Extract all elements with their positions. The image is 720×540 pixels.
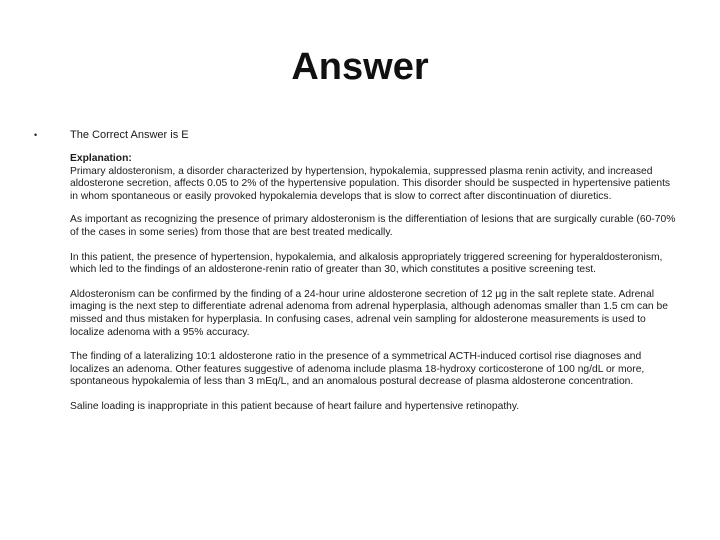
explanation-paragraph-1 [70, 153, 680, 203]
explanation-paragraph-5: The finding of a lateralizing 10:1 aldosterone ratio in the presence of a symmetrical ACTH-induced cortisol rise diagnoses and localizes an adenoma. Other features suggestive of adenoma include plasma 18-hydroxy corticosterone of 100 ng/dL or more, spontaneous hypokalemia of less than 3 mEq/L, and an anomalous postural decrease of plasma aldosterone concentration. [70, 351, 645, 388]
explanation-paragraph-2: As important as recognizing the presence of primary aldosteronism is the differentiation of lesions that are surgically curable (60-70% of the cases in some series) from those that are best treated medically. [70, 214, 676, 238]
correct-answer-text: The Correct Answer is E [70, 129, 189, 141]
explanation-paragraph-4: Aldosteronism can be confirmed by the finding of a 24-hour urine aldosterone secretion of 12 μg in the salt replete state. Adrenal imaging is the next step to differentiate adrenal adenoma from adrenal hyperplasia, although adenomas smaller than 1.5 cm can be missed and thus mistaken for hyperplasia. In confusing cases, adrenal vein sampling for aldosterone measurements is used to localize adenoma with a 95% accuracy. [70, 288, 668, 338]
slide-title: Answer [291, 46, 429, 88]
paragraph-text: Primary aldosteronism, a disorder characterized by hypertension, hypokalemia, suppressed plasma renin activity, and increased aldosterone secretion, affects 0.05 to 2% of the hypertensive population. This disorder should be suspected in hypertensive patients in whom spontaneous or easily provoked hypokalemia develops that is slow to correct after discontinuation of diuretics. [70, 165, 671, 202]
bullet-icon: • [34, 130, 38, 140]
explanation-paragraph-6: Saline loading is inappropriate in this patient because of heart failure and hypertensive retinopathy. [70, 400, 520, 412]
explanation-body [70, 153, 680, 426]
bullet-item [34, 128, 684, 144]
explanation-label: Explanation: [70, 153, 132, 164]
explanation-paragraph-3: In this patient, the presence of hypertension, hypokalemia, and alkalosis appropriately triggered screening for hyperaldosteronism, which led to the findings of an aldosterone-renin ratio of greater than 30, which constitutes a positive screening test. [70, 251, 663, 276]
